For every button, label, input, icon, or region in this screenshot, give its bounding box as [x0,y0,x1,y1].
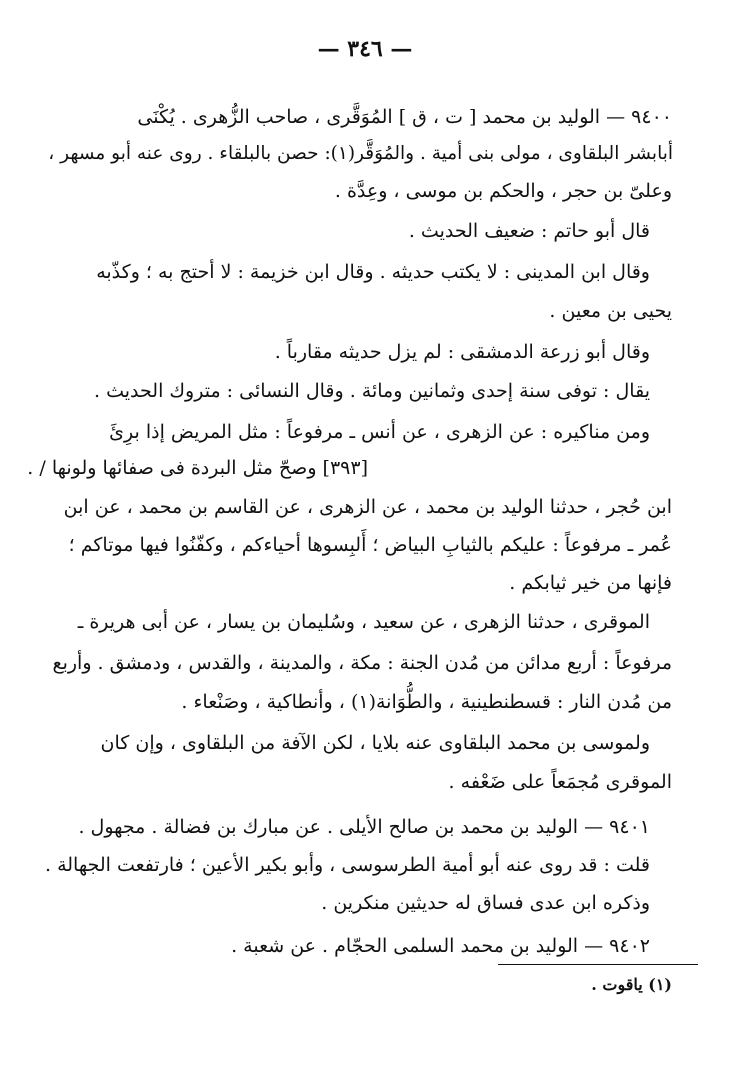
text-line: وقال ابن المدينى : لا يكتب حديثه . وقال ابن خزيمة : لا أحتج به ؛ وكذّبه [96,261,650,283]
text-line: ٩٤٠٢ — الوليد بن محمد السلمى الحجّام . عن شعبة . [231,935,650,957]
text-line: أبابشر البلقاوى ، مولى بنى أمية . والمُوَقَّر(١): حصن بالبلقاء . روى عنه أبو مسهر ، [48,143,673,164]
text-line: قال أبو حاتم : ضعيف الحديث . [408,220,650,242]
text-line: من مُدن النار : قسطنطينية ، والطُّوَانة(١) ، وأنطاكية ، وصَنْعاء . [181,691,672,713]
text-line: ومن مناكيره : عن الزهرى ، عن أنس ـ مرفوعاً : مثل المريض إذا برِئَ [109,421,650,443]
text-line: ولموسى بن محمد البلقاوى عنه بلايا ، لكن الآفة من البلقاوى ، وإن كان [100,732,650,754]
footnote: (١) ياقوت . [591,975,672,994]
text-line: عُمر ـ مرفوعاً : عليكم بالثيابِ البياض ؛ أَلبِسوها أحياءكم ، وكفّنُوا فيها موتاكم ؛ [68,534,672,556]
text-line: [٣٩٣] وصحّ مثل البردة فى صفائها ولونها / . [27,457,368,479]
text-line: وقال أبو زرعة الدمشقى : لم يزل حديثه مقارباً . [274,341,650,363]
text-line: ابن حُجر ، حدثنا الوليد بن محمد ، عن الزهرى ، عن القاسم بن محمد ، عن ابن [63,496,672,518]
text-line: يحيى بن معين . [549,300,672,322]
text-line: قلت : قد روى عنه أبو أمية الطرسوسى ، وأبو بكير الأعين ؛ فارتفعت الجهالة . [45,854,650,876]
text-line: وذكره ابن عدى فساق له حديثين منكرين . [321,892,650,914]
text-line: مرفوعاً : أربع مدائن من مُدن الجنة : مكة ، والمدينة ، والقدس ، ودمشق . وأربع [52,652,672,674]
text-line: ٩٤٠١ — الوليد بن محمد بن صالح الأيلى . عن مبارك بن فضالة . مجهول . [78,816,650,838]
page-number: — ٣٤٦ — [317,36,413,62]
text-line: الموقرى ، حدثنا الزهرى ، عن سعيد ، وسُليمان بن يسار ، عن أبى هريرة ـ [77,611,650,633]
text-line: يقال : توفى سنة إحدى وثمانين ومائة . وقال النسائى : متروك الحديث . [94,380,650,402]
text-line: وعلىّ بن حجر ، والحكم بن موسى ، وعِدَّة . [334,180,672,202]
text-line: فإنها من خير ثيابكم . [509,572,672,594]
footnote-divider [498,964,698,965]
text-line: ٩٤٠٠ — الوليد بن محمد [ ت ، ق ] المُوَقَّرى ، صاحب الزُّهرى . يُكْنَى [137,106,672,128]
text-line: الموقرى مُجمَعاً على ضَعْفه . [448,771,672,793]
